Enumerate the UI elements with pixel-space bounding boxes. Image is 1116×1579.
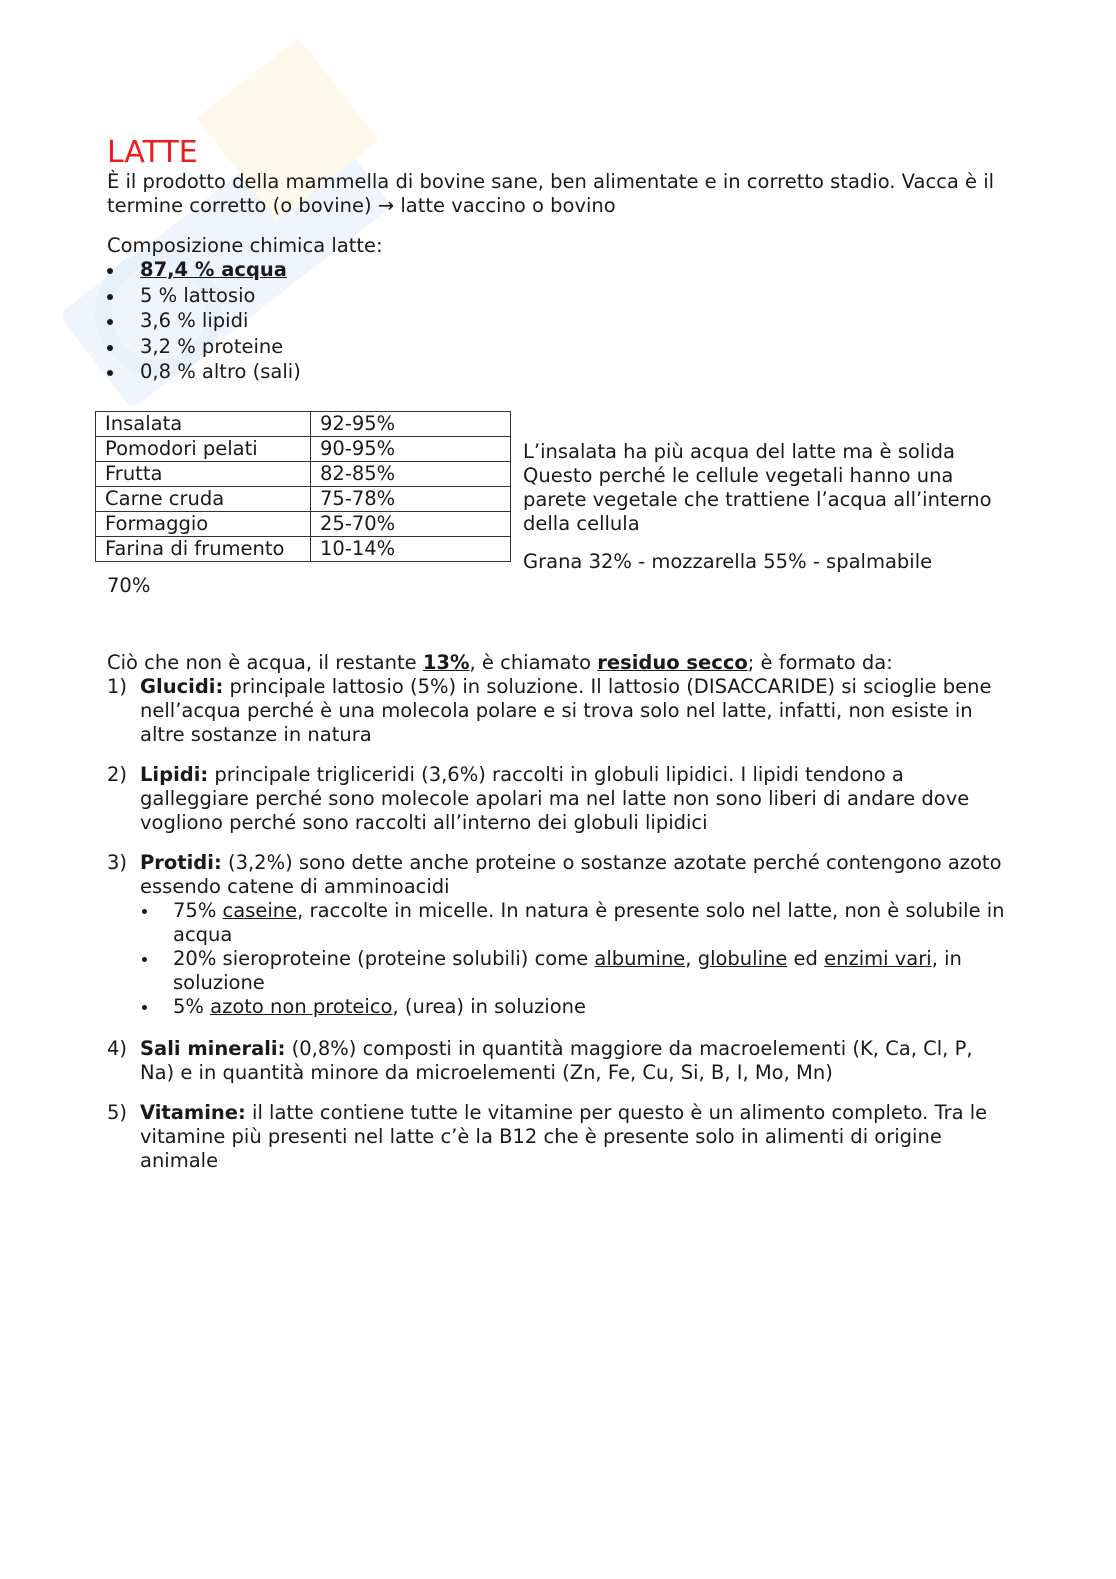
- protein-sublist: [140, 899, 1007, 1019]
- composition-label: Composizione chimica latte:: [107, 234, 383, 257]
- list-item: 3) Protidi: (3,2%) sono dette anche proteine o sostanze azotate perché contengono azoto essendo catene di amminoacidi 75% caseine, raccolte in micelle. In natura è presente solo nel latte, non è solubile in acqua 20% sieroproteine (proteine solubili) come albumine, globuline ed enzimi vari, in soluzione 5% azoto non proteico, (urea) in soluzione: [107, 851, 1007, 1019]
- intro-paragraph: È il prodotto della mammella di bovine sane, ben alimentate e in corretto stadio. Vacca è il termine corretto (o bovine) → latte vaccino o bovino: [107, 170, 995, 217]
- list-item: 2) Lipidi: principale trigliceridi (3,6%) raccolti in globuli lipidici. I lipidi tendono a galleggiare perché sono molecole apolari ma nel latte non sono liberi di andare dove vogliono perché sono raccolti all’interno dei globuli lipidici: [107, 763, 970, 834]
- list-item: 1) Glucidi: principale lattosio (5%) in soluzione. Il lattosio (DISACCARIDE) si scioglie bene nell’acqua perché è una molecola polare e si trova solo nel latte, infatti, non esiste in altre sostanze in natura: [107, 675, 992, 746]
- table-row: [96, 412, 511, 437]
- list-item: 3,2 % proteine: [107, 335, 301, 361]
- list-item: 3,6 % lipidi: [107, 309, 301, 335]
- cheese-water-note-continued: 70%: [107, 574, 151, 597]
- table-cell: 10-14%: [311, 537, 511, 562]
- list-item: 0,8 % altro (sali): [107, 360, 301, 386]
- list-item: 4) Sali minerali: (0,8%) composti in quantità maggiore da macroelementi (K, Ca, Cl, P, Na) e in quantità minore da microelementi (Zn, Fe, Cu, Si, B, I, Mo, Mn): [107, 1037, 973, 1084]
- cheese-water-note: Grana 32% - mozzarella 55% - spalmabile: [523, 550, 933, 573]
- list-item: 5 % lattosio: [107, 284, 301, 310]
- composition-list: [107, 258, 301, 386]
- side-note: L’insalata ha più acqua del latte ma è solida Questo perché le cellule vegetali hanno una parete vegetale che trattiene l’acqua all’interno della cellula: [523, 440, 992, 535]
- table-row: [96, 487, 511, 512]
- table-cell: Insalata: [96, 412, 311, 437]
- table-cell: Pomodori pelati: [96, 437, 311, 462]
- table-row: [96, 437, 511, 462]
- arrow-right-icon: →: [377, 194, 395, 217]
- table-cell: 92-95%: [311, 412, 511, 437]
- table-cell: Formaggio: [96, 512, 311, 537]
- table-row: [96, 537, 511, 562]
- table-cell: 82-85%: [311, 462, 511, 487]
- residuo-secco-intro: Ciò che non è acqua, il restante 13%, è chiamato residuo secco; è formato da:: [107, 651, 893, 674]
- table-cell: 25-70%: [311, 512, 511, 537]
- list-item: 5% azoto non proteico, (urea) in soluzione: [140, 995, 1007, 1019]
- list-item: 20% sieroproteine (proteine solubili) come albumine, globuline ed enzimi vari, in soluzione: [140, 947, 1007, 995]
- table-cell: 75-78%: [311, 487, 511, 512]
- page-title: LATTE: [107, 135, 198, 170]
- table-row: [96, 512, 511, 537]
- water-content-table: [95, 411, 511, 562]
- list-item: 87,4 % acqua: [107, 258, 301, 284]
- table-cell: 90-95%: [311, 437, 511, 462]
- residuo-components-list: [107, 675, 1007, 1189]
- table-cell: Farina di frumento: [96, 537, 311, 562]
- list-item: 75% caseine, raccolte in micelle. In natura è presente solo nel latte, non è solubile in acqua: [140, 899, 1007, 947]
- table-cell: Carne cruda: [96, 487, 311, 512]
- list-item: 5) Vitamine: il latte contiene tutte le vitamine per questo è un alimento completo. Tra le vitamine più presenti nel latte c’è la B12 che è presente solo in alimenti di origine animale: [107, 1101, 988, 1172]
- table-row: [96, 462, 511, 487]
- table-cell: Frutta: [96, 462, 311, 487]
